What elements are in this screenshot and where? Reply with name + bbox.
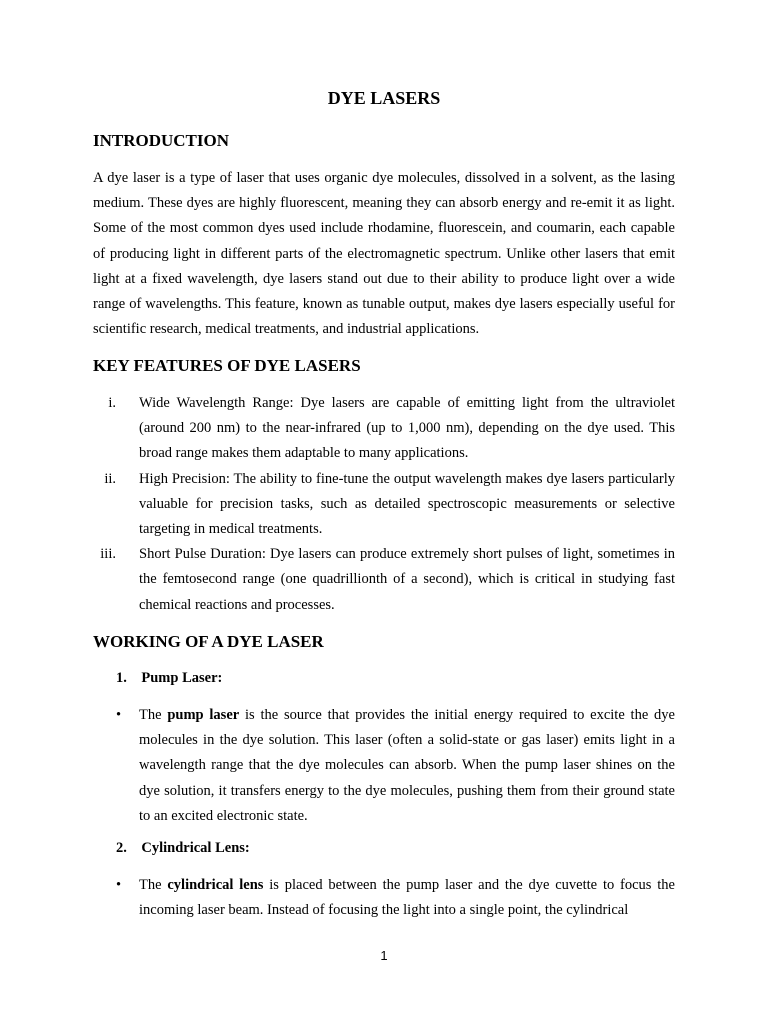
section-heading-introduction: INTRODUCTION <box>93 131 230 150</box>
bullet-text <box>116 873 675 923</box>
step-heading-cylindrical-lens: 2. Cylindrical Lens: <box>116 840 250 856</box>
bullet-text-prefix: The <box>139 877 168 893</box>
bullet-icon: • <box>116 877 122 893</box>
bullet-item-cylindrical-lens <box>116 873 675 923</box>
section-heading-working: WORKING OF A DYE LASER <box>93 632 324 651</box>
list-item-number: i. <box>108 395 116 411</box>
list-item-number: ii. <box>104 470 116 487</box>
page-number: 1 <box>380 948 388 963</box>
bullet-icon: • <box>116 707 122 723</box>
list-item-text: Wide Wavelength Range: Dye lasers are capable of emitting light from the ultraviolet (around 200 nm) to the near-infrared (up to 1,000 nm), depending on the dye used. This broad range makes them adaptable to many applications. <box>139 395 675 462</box>
list-item <box>93 542 675 618</box>
bullet-text-prefix: The <box>139 707 168 723</box>
bullet-text-body: is placed between the pump laser and the dye cuvette to focus the incoming laser beam. Instead of focusing the light into a single point, the cylindrical <box>139 877 675 919</box>
list-item-text: High Precision: The ability to fine-tune the output wavelength makes dye lasers particularly valuable for precision tasks, such as detailed spectroscopic measurements or selective targeting in medical treatments. <box>139 470 675 538</box>
list-item-number: iii. <box>100 546 116 563</box>
bullet-text-bold: pump laser <box>167 707 240 723</box>
list-item-text: Short Pulse Duration: Dye lasers can produce extremely short pulses of light, sometimes in the femtosecond range (one quadrillionth of a second), which is critical in studying fast chemical reactions and processes. <box>139 546 675 613</box>
list-item <box>93 391 675 467</box>
page-title: DYE LASERS <box>327 88 441 108</box>
bullet-text <box>116 703 675 829</box>
bullet-text-bold: cylindrical lens <box>167 877 264 893</box>
step-heading-pump-laser: 1. Pump Laser: <box>116 670 223 686</box>
bullet-text-body: is the source that provides the initial energy required to excite the dye molecules in the dye solution. This laser (often a solid-state or gas laser) emits light in a wavelength range that the dye molecules can absorb. When the pump laser shines on the dye solution, it transfers energy to the dye molecules, pushing them from their ground state to an excited electronic state. <box>139 707 675 824</box>
section-heading-key-features: KEY FEATURES OF DYE LASERS <box>93 356 361 375</box>
introduction-paragraph: A dye laser is a type of laser that uses organic dye molecules, dissolved in a solvent, as the lasing medium. These dyes are highly fluorescent, meaning they can absorb energy and re-emit it as light. Some of the most common dyes used include rhodamine, fluorescein, and coumarin, each capable of producing light in different parts of the electromagnetic spectrum. Unlike other lasers that emit light at a fixed wavelength, dye lasers stand out due to their ability to produce light over a wide range of wavelengths. This feature, known as tunable output, makes dye lasers especially useful for scientific research, medical treatments, and industrial applications. <box>93 170 675 338</box>
list-item <box>93 467 675 543</box>
key-features-list <box>93 391 675 618</box>
bullet-item-pump-laser <box>116 703 675 829</box>
